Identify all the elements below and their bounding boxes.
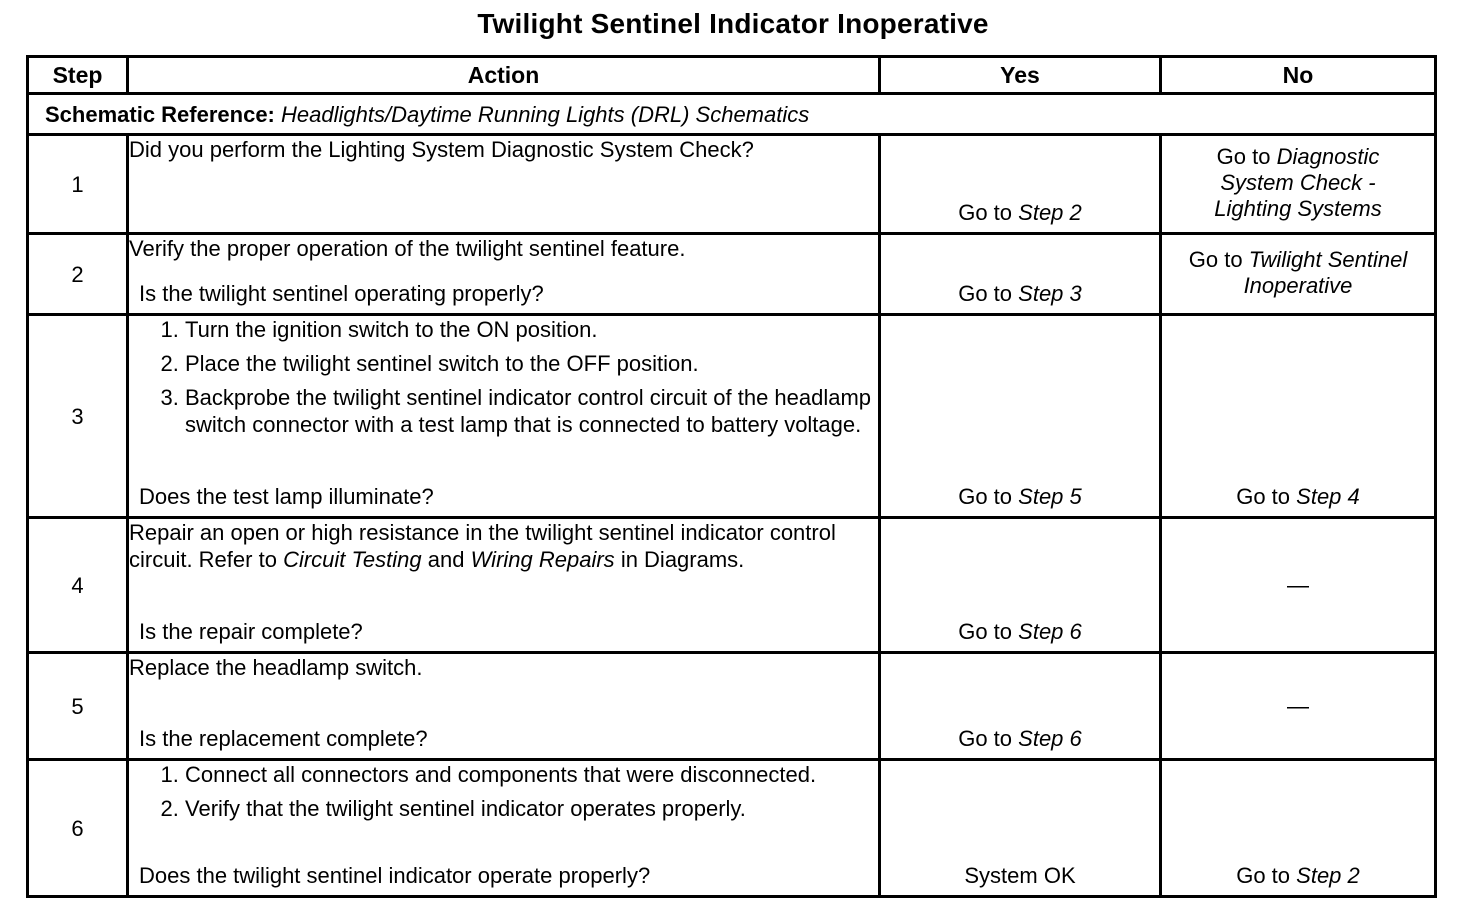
no-link-line3[interactable]: Lighting Systems xyxy=(1214,196,1382,221)
yes-step-link[interactable]: Step 6 xyxy=(1018,619,1082,644)
schematic-link[interactable]: Headlights/Daytime Running Lights (DRL) Schematics xyxy=(281,101,810,127)
step-number: 4 xyxy=(28,518,128,653)
yes-cell xyxy=(880,315,1161,518)
action-text xyxy=(129,519,878,573)
list-item: 2. Verify that the twilight sentinel indicator operates properly. xyxy=(185,795,878,822)
action-cell xyxy=(128,518,880,653)
no-cell xyxy=(1161,135,1436,234)
action-cell xyxy=(128,760,880,897)
action-question: Does the twilight sentinel indicator operate properly? xyxy=(139,863,651,888)
no-link-line2[interactable]: System Check - xyxy=(1220,170,1376,195)
table-row xyxy=(28,518,1436,653)
step-number: 5 xyxy=(28,653,128,760)
yes-cell xyxy=(880,653,1161,760)
step-number: 6 xyxy=(28,760,128,897)
yes-step-link[interactable]: Step 2 xyxy=(1018,200,1082,225)
table-row xyxy=(28,234,1436,315)
no-dash: — xyxy=(1287,693,1309,719)
wiring-repairs-link[interactable]: Wiring Repairs xyxy=(470,547,615,572)
action-text: Did you perform the Lighting System Diagnostic System Check? xyxy=(129,137,754,162)
schematic-label: Schematic Reference: xyxy=(45,101,275,127)
circuit-testing-link[interactable]: Circuit Testing xyxy=(283,547,422,572)
list-item: 1. Turn the ignition switch to the ON position. xyxy=(185,316,878,343)
table-row xyxy=(28,315,1436,518)
yes-result: System OK xyxy=(964,863,1076,888)
action-text-and: and xyxy=(427,547,465,572)
list-item: 1. Connect all connectors and components that were disconnected. xyxy=(185,761,878,788)
no-prefix: Go to xyxy=(1188,247,1243,272)
yes-prefix: Go to xyxy=(958,484,1013,509)
no-step-link[interactable]: Step 2 xyxy=(1296,863,1360,888)
header-step: Step xyxy=(28,57,128,94)
no-prefix: Go to xyxy=(1216,144,1271,169)
no-link-line1[interactable]: Diagnostic xyxy=(1276,144,1380,169)
no-cell xyxy=(1161,653,1436,760)
page-title: Twilight Sentinel Indicator Inoperative xyxy=(477,8,989,39)
yes-prefix: Go to xyxy=(958,619,1013,644)
yes-prefix: Go to xyxy=(958,726,1013,751)
yes-step-link[interactable]: Step 6 xyxy=(1018,726,1082,751)
action-question: Is the replacement complete? xyxy=(139,726,428,751)
yes-step-link[interactable]: Step 5 xyxy=(1018,484,1082,509)
no-step-link[interactable]: Step 4 xyxy=(1296,484,1360,509)
header-yes: Yes xyxy=(880,57,1161,94)
no-prefix: Go to xyxy=(1236,863,1291,888)
yes-prefix: Go to xyxy=(958,281,1013,306)
no-cell xyxy=(1161,234,1436,315)
no-prefix: Go to xyxy=(1236,484,1291,509)
action-text-part1: Repair an open or high resistance in the twilight sentinel indicator control circuit. Refer to xyxy=(129,520,836,572)
no-cell xyxy=(1161,315,1436,518)
schematic-reference-row xyxy=(28,94,1436,135)
action-steps xyxy=(129,761,878,822)
action-question: Does the test lamp illuminate? xyxy=(139,484,434,509)
action-cell xyxy=(128,135,880,234)
table-row xyxy=(28,135,1436,234)
step-number: 1 xyxy=(28,135,128,234)
step-number: 2 xyxy=(28,234,128,315)
yes-step-link[interactable]: Step 3 xyxy=(1018,281,1082,306)
action-question: Is the repair complete? xyxy=(139,619,363,644)
no-dash: — xyxy=(1287,572,1309,598)
yes-cell xyxy=(880,234,1161,315)
action-text: Replace the headlamp switch. xyxy=(129,655,423,680)
action-text: Verify the proper operation of the twilight sentinel feature. xyxy=(129,236,686,261)
no-cell xyxy=(1161,760,1436,897)
step-number: 3 xyxy=(28,315,128,518)
table-header-row xyxy=(28,57,1436,94)
no-link-line2[interactable]: Inoperative xyxy=(1243,273,1353,298)
no-cell xyxy=(1161,518,1436,653)
action-cell xyxy=(128,315,880,518)
no-link-line1[interactable]: Twilight Sentinel xyxy=(1248,247,1408,272)
yes-cell xyxy=(880,518,1161,653)
action-cell xyxy=(128,234,880,315)
yes-prefix: Go to xyxy=(958,200,1013,225)
header-no: No xyxy=(1161,57,1436,94)
yes-cell xyxy=(880,760,1161,897)
action-steps xyxy=(129,316,878,438)
diagnostic-table xyxy=(26,55,1437,898)
action-text-part2: in Diagrams. xyxy=(620,547,745,572)
table-row xyxy=(28,653,1436,760)
table-row xyxy=(28,760,1436,897)
list-item: 3. Backprobe the twilight sentinel indicator control circuit of the headlamp switch connector with a test lamp that is connected to battery voltage. xyxy=(185,384,878,438)
schematic-reference xyxy=(28,94,1436,135)
yes-cell xyxy=(880,135,1161,234)
action-question: Is the twilight sentinel operating properly? xyxy=(139,281,544,306)
action-cell xyxy=(128,653,880,760)
header-action: Action xyxy=(128,57,880,94)
list-item: 2. Place the twilight sentinel switch to the OFF position. xyxy=(185,350,878,377)
